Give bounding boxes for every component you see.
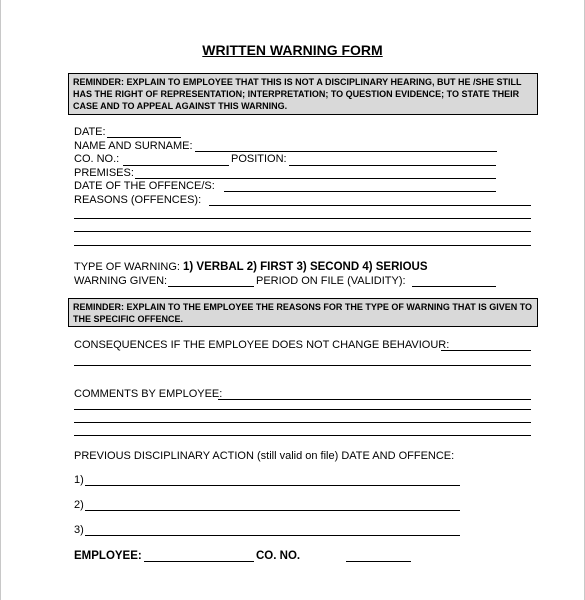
period-on-file-field[interactable] [412, 286, 496, 287]
consequences-label: CONSEQUENCES IF THE EMPLOYEE DOES NOT CHANGE BEHAVIOUR: [74, 339, 450, 351]
reminder-box-1: REMINDER: EXPLAIN TO EMPLOYEE THAT THIS IS NOT A DISCIPLINARY HEARING, BUT HE /SHE STILL HAS THE RIGHT OF REPRESENTATION; INTERPRETATION; TO QUESTION EVIDENCE; TO STATE THEIR CASE AND TO APPEAL AGAINST THIS WARNING. [68, 73, 538, 115]
form-title: WRITTEN WARNING FORM [202, 42, 383, 58]
co-no-bottom-label: CO. NO. [256, 550, 301, 562]
co-no-label: CO. NO.: [74, 153, 120, 165]
warning-given-field[interactable] [168, 286, 254, 287]
prev-item-3-label: 3) [74, 524, 84, 536]
employee-label: EMPLOYEE: [74, 550, 142, 562]
period-on-file-label: PERIOD ON FILE (VALIDITY): [256, 275, 406, 287]
reasons-line-3[interactable] [74, 231, 531, 232]
co-no-field[interactable] [123, 165, 229, 166]
prev-item-2-field[interactable] [85, 510, 460, 511]
prev-item-1-label: 1) [74, 474, 84, 486]
warning-given-label: WARNING GIVEN: [74, 275, 168, 287]
reminder-box-2: REMINDER: EXPLAIN TO THE EMPLOYEE THE REASONS FOR THE TYPE OF WARNING THAT IS GIVEN TO THE SPECIFIC OFFENCE. [68, 298, 538, 327]
previous-action-label: PREVIOUS DISCIPLINARY ACTION (still valid on file) DATE AND OFFENCE: [74, 450, 455, 462]
type-of-warning [74, 261, 428, 273]
comments-line-3[interactable] [74, 422, 531, 423]
employee-field[interactable] [144, 561, 254, 562]
type-of-warning-options: 1) VERBAL 2) FIRST 3) SECOND 4) SERIOUS [183, 261, 428, 273]
date-field[interactable] [107, 137, 181, 138]
date-offence-label: DATE OF THE OFFENCE/S: [74, 180, 215, 192]
comments-label: COMMENTS BY EMPLOYEE: [74, 388, 223, 400]
prev-item-3-field[interactable] [85, 535, 460, 536]
consequences-field[interactable] [441, 350, 531, 351]
co-no-bottom-field[interactable] [346, 561, 411, 562]
reasons-line-2[interactable] [74, 218, 531, 219]
reasons-label: REASONS (OFFENCES): [74, 194, 202, 206]
type-of-warning-label: TYPE OF WARNING: [74, 261, 180, 273]
date-offence-field[interactable] [224, 191, 496, 192]
prev-item-1-field[interactable] [85, 485, 460, 486]
name-field[interactable] [195, 151, 497, 152]
name-label: NAME AND SURNAME: [74, 140, 193, 152]
prev-item-2-label: 2) [74, 499, 84, 511]
date-label: DATE: [74, 126, 106, 138]
comments-field[interactable] [218, 399, 531, 400]
premises-field[interactable] [135, 178, 496, 179]
position-field[interactable] [289, 165, 496, 166]
comments-line-4[interactable] [74, 435, 531, 436]
comments-line-2[interactable] [74, 409, 531, 410]
position-label: POSITION: [231, 153, 287, 165]
reasons-field[interactable] [209, 205, 531, 206]
reasons-line-4[interactable] [74, 245, 531, 246]
premises-label: PREMISES: [74, 167, 134, 179]
consequences-line-2[interactable] [74, 365, 531, 366]
